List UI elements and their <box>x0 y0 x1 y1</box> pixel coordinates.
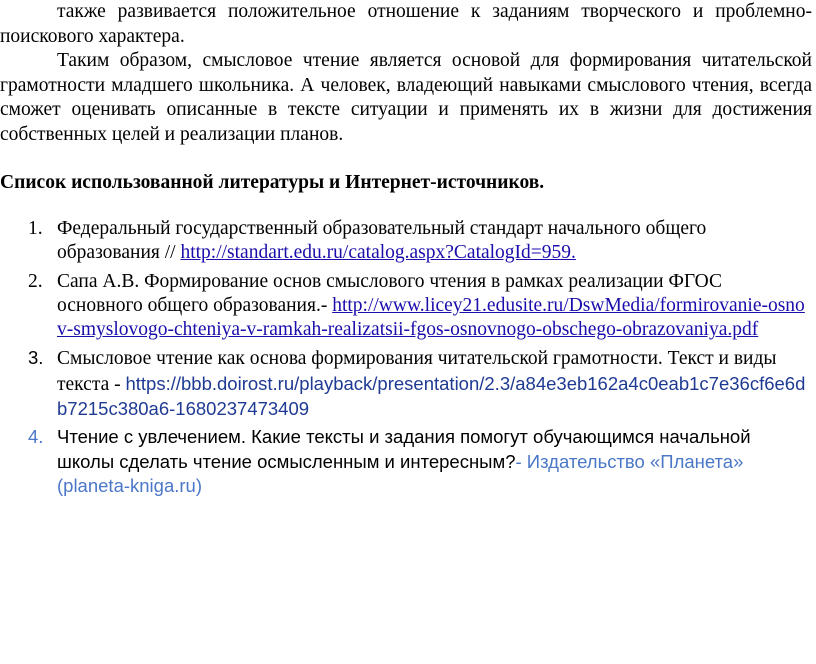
reference-item-2 <box>0 270 812 343</box>
reference-link[interactable]: http://standart.edu.ru/catalog.aspx?CatalogId=959. <box>180 242 576 264</box>
reference-number: 1. <box>28 218 43 239</box>
reference-link[interactable]: - Издательство «Планета» (planeta-kniga.ru) <box>57 450 744 496</box>
reference-item-1 <box>0 217 812 266</box>
reference-link[interactable]: http://www.licey21.edusite.ru/DswMedia/formirovanie-osnov-smyslovogo-chteniya-v-ramkah-realizatsii-fgos-osnovnogo-obschego-obrazovaniya.pdf <box>57 294 805 341</box>
reference-text: Смысловое чтение как основа формирования читательской грамотности. Текст и виды текста - <box>57 348 777 395</box>
reference-item-3 <box>0 346 812 421</box>
references-heading: Список использованной литературы и Интернет-источников. <box>0 172 545 193</box>
paragraph-continuation: также развивается положительное отношение к заданиям творческого и проблемно-поискового характера. <box>0 1 812 47</box>
reference-text: Чтение с увлечением. Какие тексты и задания помогут обучающимся начальной школы сделать чтение осмысленным и интересным? <box>57 426 751 472</box>
paragraph-conclusion: Таким образом, смысловое чтение является основой для формирования читательской грамотности младшего школьника. А человек, владеющий навыками смыслового чтения, всегда сможет оценивать описанные в тексте ситуации и применять их в жизни для достижения собственных целей и реализации планов. <box>0 50 812 145</box>
references-list <box>0 217 812 498</box>
reference-number: 3. <box>28 347 44 369</box>
reference-item-4 <box>0 425 812 498</box>
reference-text: Сапа А.В. Формирование основ смыслового чтения в рамках реализации ФГОС основного общего образования.- <box>57 270 723 316</box>
reference-number: 4. <box>28 426 44 448</box>
reference-text: Федеральный государственный образовательный стандарт начального общего образования // <box>57 218 707 264</box>
reference-link[interactable]: https://bbb.doirost.ru/playback/presentation/2.3/a84e3eb162a4c0eab1c7e36cf6e6db7215c380a6-1680237473409 <box>57 372 806 420</box>
reference-number: 2. <box>28 270 43 292</box>
